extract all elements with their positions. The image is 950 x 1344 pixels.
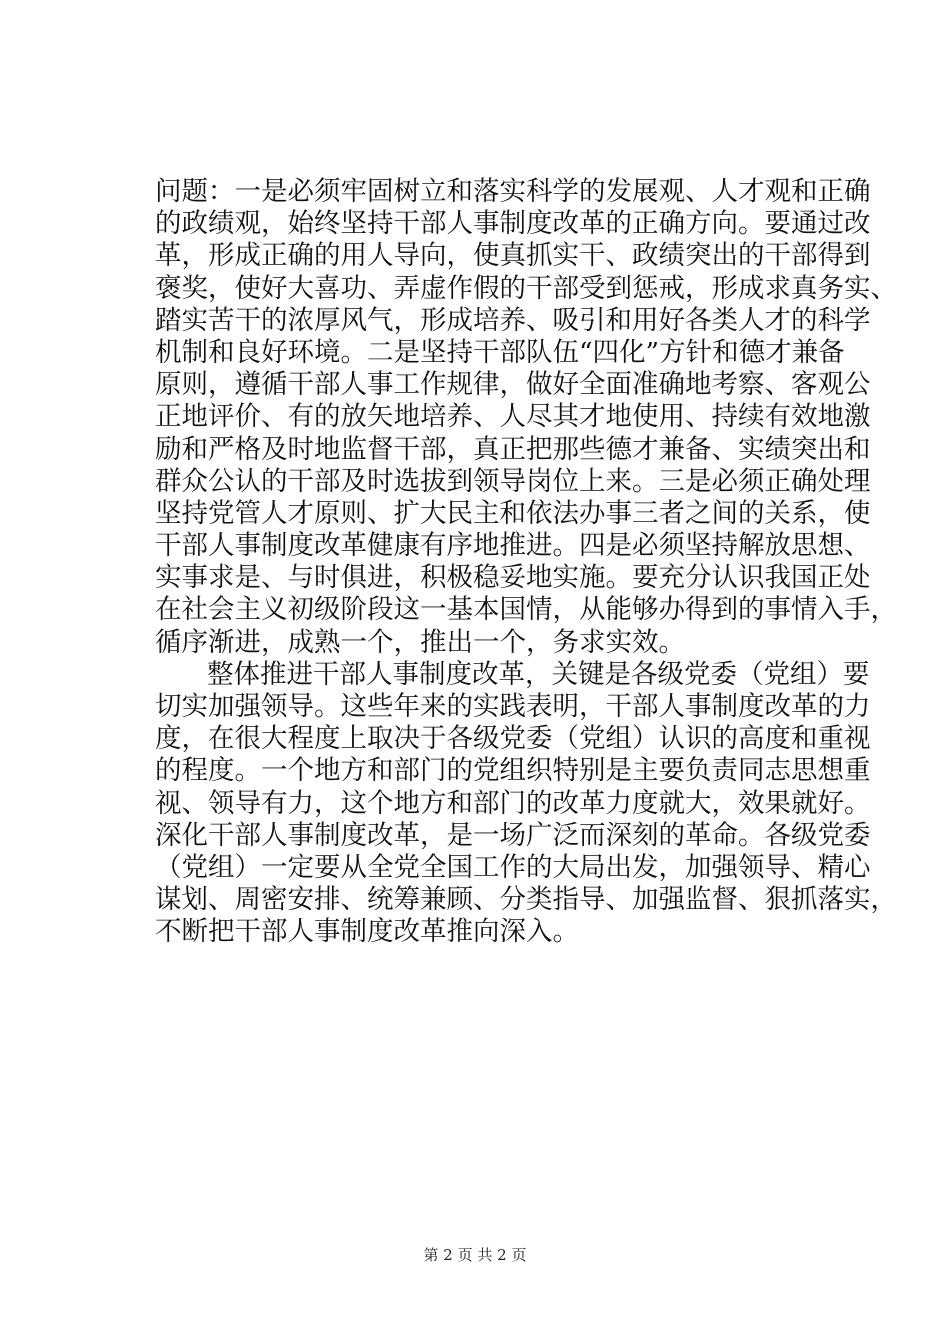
text-line: 励和严格及时地监督干部，真正把那些德才兼备、实绩突出和 (155, 433, 871, 465)
text-line: 原则，遵循干部人事工作规律，做好全面准确地考察、客观公 (155, 369, 871, 401)
text-line: 循序渐进，成熟一个，推出一个，务求实效。 (155, 626, 685, 658)
text-line: 的程度。一个地方和部门的党组织特别是主要负责同志思想重 (155, 755, 871, 787)
text-line: （党组）一定要从全党全国工作的大局出发，加强领导、精心 (155, 851, 871, 883)
text-line: 在社会主义初级阶段这一基本国情，从能够办得到的事情入手， (155, 594, 897, 626)
text-line: 踏实苦干的浓厚风气，形成培养、吸引和用好各类人才的科学 (155, 304, 871, 336)
text-line: 干部人事制度改革健康有序地推进。四是必须坚持解放思想、 (155, 530, 871, 562)
text-line: 问题：一是必须牢固树立和落实科学的发展观、人才观和正确 (155, 176, 871, 207)
page-footer (0, 1245, 950, 1265)
page-number-label: 第 2 页 共 2 页 (423, 1246, 527, 1264)
paragraph-start-line: 整体推进干部人事制度改革，关键是各级党委（党组）要 (207, 658, 870, 690)
text-line: 谋划、周密安排、统筹兼顾、分类指导、加强监督、狠抓落实， (155, 884, 897, 916)
text-line: 的政绩观，始终坚持干部人事制度改革的正确方向。要通过改 (155, 208, 871, 240)
text-line: 视、领导有力，这个地方和部门的改革力度就大，效果就好。 (155, 787, 871, 819)
text-line: 深化干部人事制度改革，是一场广泛而深刻的革命。各级党委 (155, 819, 871, 851)
text-line: 度，在很大程度上取决于各级党委（党组）认识的高度和重视 (155, 723, 871, 755)
body-text (155, 176, 897, 949)
text-line: 革，形成正确的用人导向，使真抓实干、政绩突出的干部得到 (155, 240, 871, 272)
text-line: 正地评价、有的放矢地培养、人尽其才地使用、持续有效地激 (155, 401, 871, 433)
text-line: 实事求是、与时俱进，积极稳妥地实施。要充分认识我国正处 (155, 562, 871, 594)
text-line: 群众公认的干部及时选拔到领导岗位上来。三是必须正确处理 (155, 465, 871, 497)
text-line: 切实加强领导。这些年来的实践表明，干部人事制度改革的力 (155, 691, 871, 722)
text-line: 机制和良好环境。二是坚持干部队伍“四化”方针和德才兼备 (155, 336, 845, 368)
text-line: 褒奖，使好大喜功、弄虚作假的干部受到惩戒，形成求真务实、 (155, 272, 897, 304)
text-line: 不断把干部人事制度改革推向深入。 (155, 916, 579, 948)
text-line: 坚持党管人才原则、扩大民主和依法办事三者之间的关系，使 (155, 497, 871, 529)
